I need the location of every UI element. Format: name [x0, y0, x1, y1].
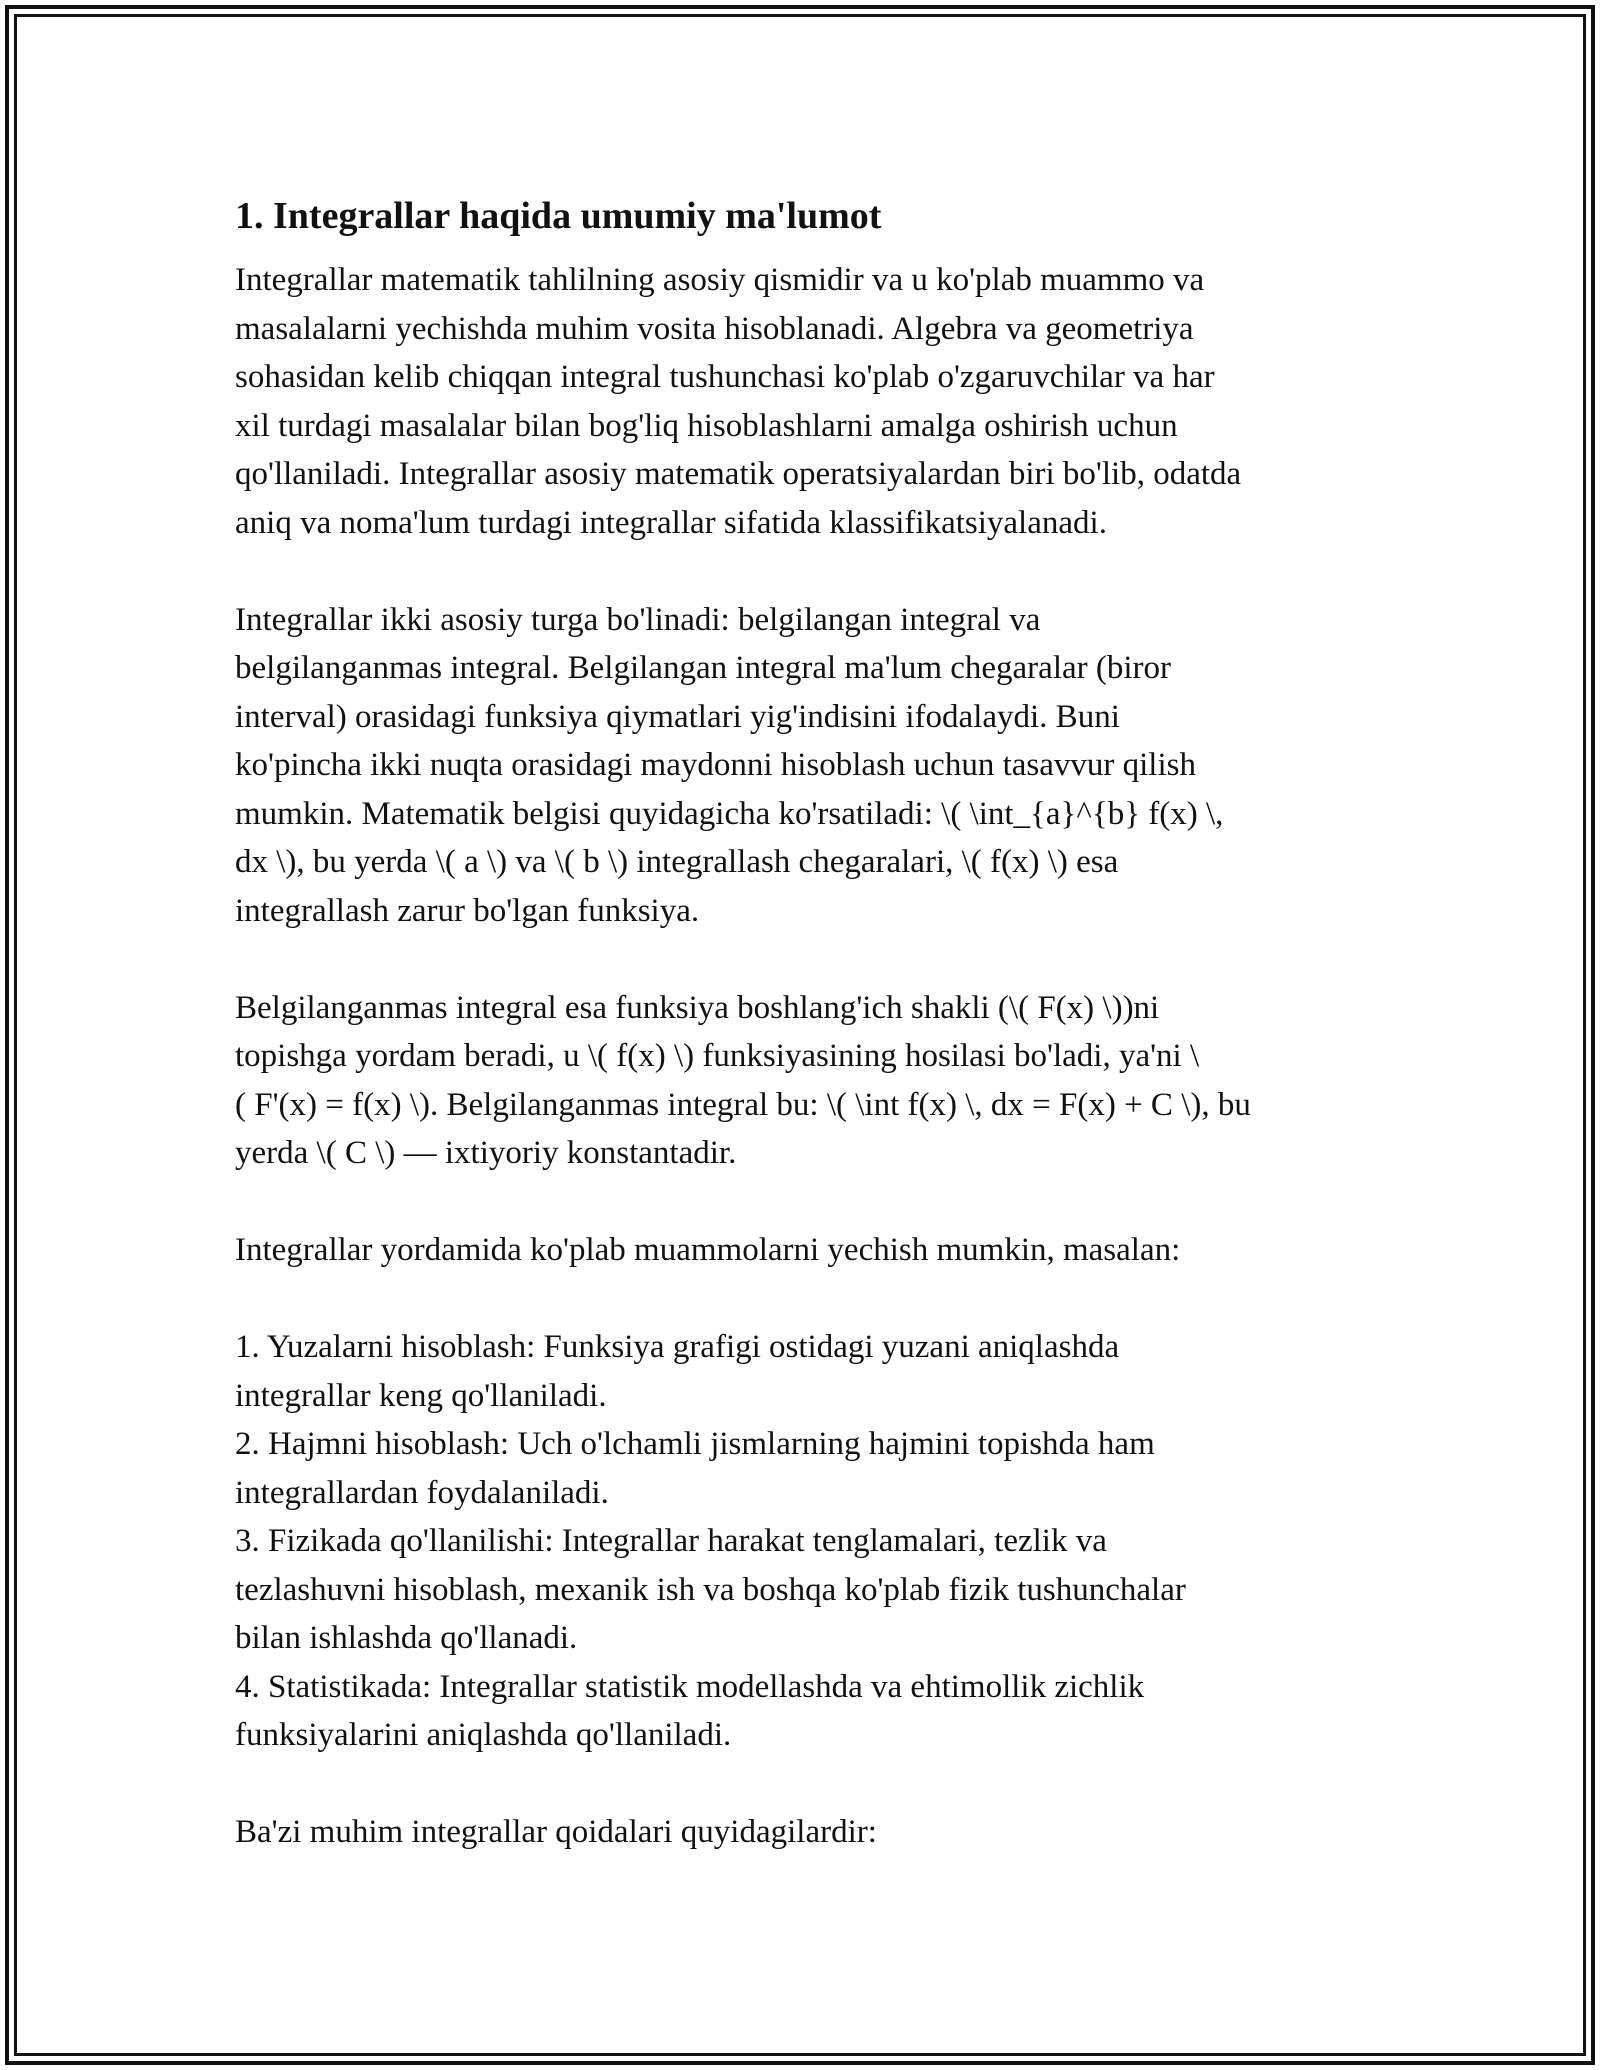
- paragraph-gap: [235, 1275, 1375, 1324]
- document-body: [235, 188, 1375, 1857]
- paragraph-integral-types: Integrallar ikki asosiy turga bo'linadi: belgilangan integral va belgilanganmas integral. Belgilangan integral ma'lum chegaralar (biror interval) orasidagi funksiya qiymatlari yig'indisini ifodalaydi. Buni ko'pincha ikki nuqta orasidagi maydonni hisoblash uchun tasavvur qilish mumkin. Matematik belgisi quyidagicha ko'rsatiladi: \( \int_{a}^{b} f(x) \, dx \), bu yerda \( a \) va \( b \) integrallash chegaralari, \( f(x) \) esa integrallash zarur bo'lgan funksiya.: [235, 601, 1224, 929]
- page-title: 1. Integrallar haqida umumiy ma'lumot: [235, 195, 882, 237]
- list-item: 1. Yuzalarni hisoblash: Funksiya grafigi ostidagi yuzani aniqlashda integrallar keng qo'llaniladi.: [235, 1329, 1120, 1414]
- paragraph-gap: [235, 1178, 1375, 1227]
- paragraph-gap: [235, 1760, 1375, 1809]
- list-item: 4. Statistikada: Integrallar statistik modellashda va ehtimollik zichlik funksiyalarini aniqlashda qo'llaniladi.: [235, 1668, 1145, 1753]
- paragraph-closing: Ba'zi muhim integrallar qoidalari quyidagilardir:: [235, 1814, 877, 1850]
- paragraph-indefinite-integral: Belgilanganmas integral esa funksiya boshlang'ich shakli (\( F(x) \))ni topishga yordam beradi, u \( f(x) \) funksiyasining hosilasi bo'ladi, ya'ni \ ( F'(x) = f(x) \). Belgilanganmas integral bu: \( \int f(x) \, dx = F(x) + C \), bu yerda \( C \) — ixtiyoriy konstantadir.: [235, 989, 1251, 1171]
- paragraph-intro: Integrallar matematik tahlilning asosiy qismidir va u ko'plab muammo va masalalarni yechishda muhim vosita hisoblanadi. Algebra va geometriya sohasidan kelib chiqqan integral tushunchasi ko'plab o'zgaruvchilar va har xil turdagi masalalar bilan bog'liq hisoblashlarni amalga oshirish uchun qo'llaniladi. Integrallar asosiy matematik operatsiyalardan biri bo'lib, odatda aniq va noma'lum turdagi integrallar sifatida klassifikatsiyalanadi.: [235, 262, 1242, 541]
- paragraph-applications-intro: Integrallar yordamida ko'plab muammolarni yechish mumkin, masalan:: [235, 1232, 1181, 1268]
- list-item: 2. Hajmni hisoblash: Uch o'lchamli jismlarning hajmini topishda ham integrallardan foydalaniladi.: [235, 1426, 1155, 1511]
- paragraph-gap: [235, 547, 1375, 596]
- applications-list: [235, 1323, 1375, 1760]
- list-item: 3. Fizikada qo'llanilishi: Integrallar harakat tenglamalari, tezlik va tezlashuvni hisoblash, mexanik ish va boshqa ko'plab fizik tushunchalar bilan ishlashda qo'llanadi.: [235, 1523, 1186, 1656]
- paragraph-gap: [235, 935, 1375, 984]
